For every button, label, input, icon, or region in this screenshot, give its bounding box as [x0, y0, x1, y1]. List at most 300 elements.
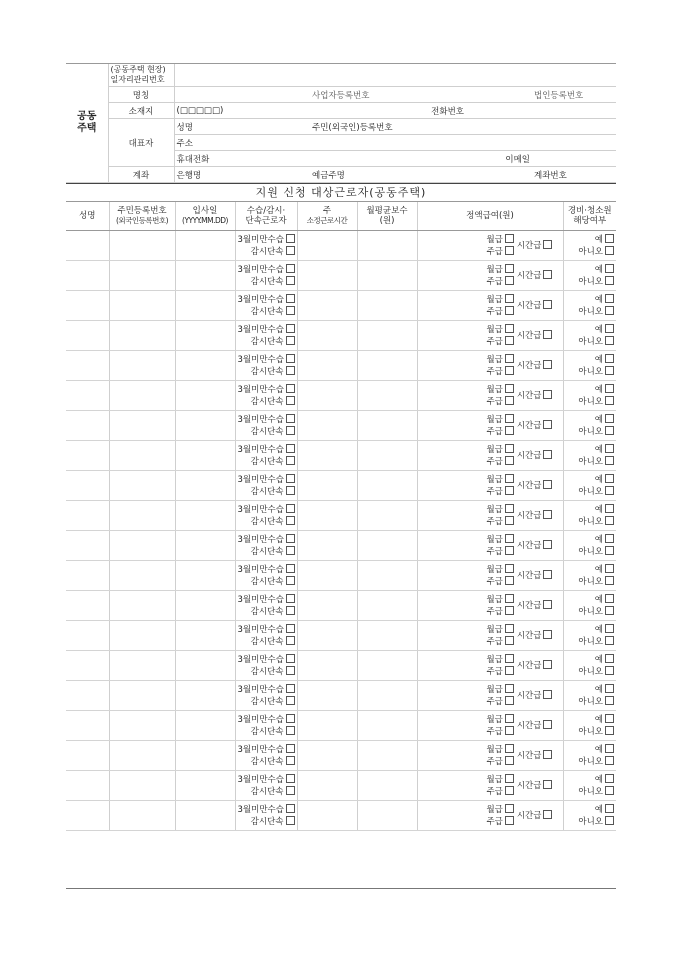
monitor-checkbox[interactable]: [286, 456, 295, 465]
monthly-checkbox[interactable]: [505, 624, 514, 633]
monthly-checkbox[interactable]: [505, 294, 514, 303]
monitor-checkbox[interactable]: [286, 276, 295, 285]
probation-checkbox[interactable]: [286, 534, 295, 543]
yes-checkbox[interactable]: [605, 534, 614, 543]
monthly-option[interactable]: 월급: [486, 505, 513, 515]
no-checkbox[interactable]: [605, 426, 614, 435]
monthly-checkbox[interactable]: [505, 684, 514, 693]
probation-option[interactable]: 3월미만수습: [238, 505, 295, 515]
no-checkbox[interactable]: [605, 726, 614, 735]
weekly-option[interactable]: 주급: [486, 697, 513, 707]
holder-field[interactable]: [426, 167, 532, 183]
yes-option[interactable]: 예: [595, 565, 614, 575]
yes-checkbox[interactable]: [605, 774, 614, 783]
weekly-option[interactable]: 주급: [486, 817, 513, 827]
yes-option[interactable]: 예: [595, 595, 614, 605]
no-checkbox[interactable]: [605, 696, 614, 705]
worker-name-cell[interactable]: [66, 471, 109, 501]
yes-option[interactable]: 예: [595, 685, 614, 695]
yes-option[interactable]: 예: [595, 775, 614, 785]
weekly-option[interactable]: 주급: [486, 367, 513, 377]
hourly-option[interactable]: 시간급: [517, 451, 553, 461]
hourly-checkbox[interactable]: [543, 540, 552, 549]
yes-option[interactable]: 예: [595, 475, 614, 485]
no-option[interactable]: 아니오: [578, 817, 614, 827]
weekly-option[interactable]: 주급: [486, 427, 513, 437]
monthly-option[interactable]: 월급: [486, 685, 513, 695]
worker-hire-cell[interactable]: [175, 261, 235, 291]
monthly-option[interactable]: 월급: [486, 295, 513, 305]
monitor-checkbox[interactable]: [286, 666, 295, 675]
hourly-checkbox[interactable]: [543, 630, 552, 639]
worker-id-cell[interactable]: [109, 561, 175, 591]
hourly-option[interactable]: 시간급: [517, 541, 553, 551]
hourly-option[interactable]: 시간급: [517, 601, 553, 611]
probation-checkbox[interactable]: [286, 414, 295, 423]
rep-address-field[interactable]: [224, 135, 616, 151]
worker-avg-pay-cell[interactable]: [357, 261, 417, 291]
monthly-option[interactable]: 월급: [486, 775, 513, 785]
worker-hire-cell[interactable]: [175, 381, 235, 411]
monitor-checkbox[interactable]: [286, 636, 295, 645]
yes-option[interactable]: 예: [595, 505, 614, 515]
probation-option[interactable]: 3월미만수습: [238, 475, 295, 485]
monthly-option[interactable]: 월급: [486, 715, 513, 725]
worker-hours-cell[interactable]: [297, 471, 357, 501]
weekly-option[interactable]: 주급: [486, 787, 513, 797]
biz-reg-field[interactable]: [426, 87, 532, 103]
worker-id-cell[interactable]: [109, 351, 175, 381]
weekly-option[interactable]: 주급: [486, 517, 513, 527]
bank-field[interactable]: [224, 167, 310, 183]
weekly-checkbox[interactable]: [505, 426, 514, 435]
worker-avg-pay-cell[interactable]: [357, 531, 417, 561]
probation-checkbox[interactable]: [286, 354, 295, 363]
monitor-option[interactable]: 감시단속: [251, 607, 295, 617]
hourly-option[interactable]: 시간급: [517, 271, 553, 281]
worker-name-cell[interactable]: [66, 621, 109, 651]
monthly-checkbox[interactable]: [505, 534, 514, 543]
monitor-checkbox[interactable]: [286, 816, 295, 825]
no-option[interactable]: 아니오: [578, 427, 614, 437]
probation-checkbox[interactable]: [286, 234, 295, 243]
probation-option[interactable]: 3월미만수습: [238, 415, 295, 425]
hourly-option[interactable]: 시간급: [517, 811, 553, 821]
worker-name-cell[interactable]: [66, 291, 109, 321]
monitor-option[interactable]: 감시단속: [251, 487, 295, 497]
hourly-checkbox[interactable]: [543, 330, 552, 339]
weekly-option[interactable]: 주급: [486, 547, 513, 557]
monitor-checkbox[interactable]: [286, 576, 295, 585]
probation-checkbox[interactable]: [286, 264, 295, 273]
weekly-checkbox[interactable]: [505, 396, 514, 405]
monitor-option[interactable]: 감시단속: [251, 517, 295, 527]
yes-checkbox[interactable]: [605, 264, 614, 273]
probation-option[interactable]: 3월미만수습: [238, 445, 295, 455]
no-option[interactable]: 아니오: [578, 667, 614, 677]
no-option[interactable]: 아니오: [578, 487, 614, 497]
weekly-checkbox[interactable]: [505, 756, 514, 765]
probation-checkbox[interactable]: [286, 774, 295, 783]
monthly-option[interactable]: 월급: [486, 655, 513, 665]
monitor-checkbox[interactable]: [286, 306, 295, 315]
worker-hire-cell[interactable]: [175, 351, 235, 381]
worker-id-cell[interactable]: [109, 771, 175, 801]
worker-avg-pay-cell[interactable]: [357, 771, 417, 801]
yes-checkbox[interactable]: [605, 384, 614, 393]
yes-option[interactable]: 예: [595, 535, 614, 545]
probation-checkbox[interactable]: [286, 324, 295, 333]
probation-option[interactable]: 3월미만수습: [238, 385, 295, 395]
monitor-checkbox[interactable]: [286, 396, 295, 405]
worker-name-cell[interactable]: [66, 321, 109, 351]
no-checkbox[interactable]: [605, 396, 614, 405]
worker-hours-cell[interactable]: [297, 711, 357, 741]
hourly-option[interactable]: 시간급: [517, 571, 553, 581]
monthly-checkbox[interactable]: [505, 804, 514, 813]
no-checkbox[interactable]: [605, 516, 614, 525]
monitor-checkbox[interactable]: [286, 366, 295, 375]
no-option[interactable]: 아니오: [578, 787, 614, 797]
worker-id-cell[interactable]: [109, 471, 175, 501]
monitor-checkbox[interactable]: [286, 786, 295, 795]
mobile-field[interactable]: [224, 151, 426, 167]
hourly-checkbox[interactable]: [543, 510, 552, 519]
worker-hire-cell[interactable]: [175, 561, 235, 591]
worker-name-cell[interactable]: [66, 381, 109, 411]
weekly-option[interactable]: 주급: [486, 337, 513, 347]
worker-id-cell[interactable]: [109, 801, 175, 831]
worker-name-cell[interactable]: [66, 411, 109, 441]
yes-checkbox[interactable]: [605, 594, 614, 603]
hourly-checkbox[interactable]: [543, 720, 552, 729]
probation-checkbox[interactable]: [286, 474, 295, 483]
worker-avg-pay-cell[interactable]: [357, 441, 417, 471]
worker-hours-cell[interactable]: [297, 531, 357, 561]
monitor-option[interactable]: 감시단속: [251, 307, 295, 317]
yes-option[interactable]: 예: [595, 415, 614, 425]
hourly-checkbox[interactable]: [543, 360, 552, 369]
yes-checkbox[interactable]: [605, 624, 614, 633]
weekly-checkbox[interactable]: [505, 546, 514, 555]
yes-checkbox[interactable]: [605, 714, 614, 723]
worker-avg-pay-cell[interactable]: [357, 351, 417, 381]
worker-avg-pay-cell[interactable]: [357, 561, 417, 591]
no-option[interactable]: 아니오: [578, 367, 614, 377]
monthly-option[interactable]: 월급: [486, 475, 513, 485]
yes-option[interactable]: 예: [595, 325, 614, 335]
yes-checkbox[interactable]: [605, 324, 614, 333]
rep-name-field[interactable]: [224, 119, 310, 135]
probation-checkbox[interactable]: [286, 564, 295, 573]
worker-id-cell[interactable]: [109, 381, 175, 411]
worker-id-cell[interactable]: [109, 411, 175, 441]
yes-checkbox[interactable]: [605, 804, 614, 813]
worker-name-cell[interactable]: [66, 561, 109, 591]
worker-avg-pay-cell[interactable]: [357, 801, 417, 831]
worker-avg-pay-cell[interactable]: [357, 231, 417, 261]
worker-name-cell[interactable]: [66, 681, 109, 711]
monitor-option[interactable]: 감시단속: [251, 697, 295, 707]
probation-checkbox[interactable]: [286, 504, 295, 513]
weekly-checkbox[interactable]: [505, 696, 514, 705]
no-checkbox[interactable]: [605, 636, 614, 645]
no-option[interactable]: 아니오: [578, 577, 614, 587]
no-checkbox[interactable]: [605, 576, 614, 585]
worker-avg-pay-cell[interactable]: [357, 681, 417, 711]
hourly-option[interactable]: 시간급: [517, 301, 553, 311]
worker-hours-cell[interactable]: [297, 681, 357, 711]
monitor-option[interactable]: 감시단속: [251, 367, 295, 377]
probation-checkbox[interactable]: [286, 384, 295, 393]
hourly-checkbox[interactable]: [543, 690, 552, 699]
monthly-option[interactable]: 월급: [486, 415, 513, 425]
no-checkbox[interactable]: [605, 666, 614, 675]
hourly-option[interactable]: 시간급: [517, 661, 553, 671]
hourly-option[interactable]: 시간급: [517, 481, 553, 491]
monthly-checkbox[interactable]: [505, 564, 514, 573]
weekly-option[interactable]: 주급: [486, 487, 513, 497]
monitor-checkbox[interactable]: [286, 606, 295, 615]
worker-avg-pay-cell[interactable]: [357, 471, 417, 501]
worker-hours-cell[interactable]: [297, 801, 357, 831]
hourly-option[interactable]: 시간급: [517, 421, 553, 431]
worker-avg-pay-cell[interactable]: [357, 711, 417, 741]
monthly-checkbox[interactable]: [505, 744, 514, 753]
no-option[interactable]: 아니오: [578, 457, 614, 467]
worker-hours-cell[interactable]: [297, 771, 357, 801]
monitor-option[interactable]: 감시단속: [251, 457, 295, 467]
worker-hours-cell[interactable]: [297, 741, 357, 771]
monthly-option[interactable]: 월급: [486, 235, 513, 245]
mgmt-no-field[interactable]: [174, 64, 616, 87]
probation-option[interactable]: 3월미만수습: [238, 325, 295, 335]
probation-option[interactable]: 3월미만수습: [238, 775, 295, 785]
probation-option[interactable]: 3월미만수습: [238, 535, 295, 545]
no-checkbox[interactable]: [605, 456, 614, 465]
weekly-option[interactable]: 주급: [486, 757, 513, 767]
no-option[interactable]: 아니오: [578, 727, 614, 737]
worker-hire-cell[interactable]: [175, 591, 235, 621]
monitor-checkbox[interactable]: [286, 336, 295, 345]
worker-hire-cell[interactable]: [175, 291, 235, 321]
worker-id-cell[interactable]: [109, 261, 175, 291]
monthly-checkbox[interactable]: [505, 594, 514, 603]
worker-hours-cell[interactable]: [297, 441, 357, 471]
weekly-checkbox[interactable]: [505, 336, 514, 345]
monthly-option[interactable]: 월급: [486, 565, 513, 575]
worker-id-cell[interactable]: [109, 591, 175, 621]
monthly-option[interactable]: 월급: [486, 325, 513, 335]
no-checkbox[interactable]: [605, 246, 614, 255]
monitor-checkbox[interactable]: [286, 426, 295, 435]
monitor-option[interactable]: 감시단속: [251, 727, 295, 737]
hourly-option[interactable]: 시간급: [517, 241, 553, 251]
yes-checkbox[interactable]: [605, 234, 614, 243]
probation-checkbox[interactable]: [286, 594, 295, 603]
yes-checkbox[interactable]: [605, 744, 614, 753]
worker-name-cell[interactable]: [66, 261, 109, 291]
weekly-checkbox[interactable]: [505, 246, 514, 255]
probation-option[interactable]: 3월미만수습: [238, 565, 295, 575]
probation-option[interactable]: 3월미만수습: [238, 655, 295, 665]
no-option[interactable]: 아니오: [578, 517, 614, 527]
monthly-checkbox[interactable]: [505, 384, 514, 393]
phone-field[interactable]: [466, 103, 616, 119]
weekly-option[interactable]: 주급: [486, 727, 513, 737]
monitor-checkbox[interactable]: [286, 756, 295, 765]
worker-id-cell[interactable]: [109, 291, 175, 321]
yes-checkbox[interactable]: [605, 654, 614, 663]
no-option[interactable]: 아니오: [578, 397, 614, 407]
monthly-checkbox[interactable]: [505, 444, 514, 453]
monitor-option[interactable]: 감시단속: [251, 397, 295, 407]
worker-hours-cell[interactable]: [297, 381, 357, 411]
monitor-checkbox[interactable]: [286, 486, 295, 495]
worker-avg-pay-cell[interactable]: [357, 321, 417, 351]
no-checkbox[interactable]: [605, 606, 614, 615]
probation-checkbox[interactable]: [286, 744, 295, 753]
worker-hire-cell[interactable]: [175, 231, 235, 261]
hourly-option[interactable]: 시간급: [517, 331, 553, 341]
yes-checkbox[interactable]: [605, 684, 614, 693]
hourly-option[interactable]: 시간급: [517, 631, 553, 641]
probation-checkbox[interactable]: [286, 444, 295, 453]
monthly-option[interactable]: 월급: [486, 355, 513, 365]
hourly-checkbox[interactable]: [543, 810, 552, 819]
worker-name-cell[interactable]: [66, 651, 109, 681]
yes-checkbox[interactable]: [605, 564, 614, 573]
weekly-option[interactable]: 주급: [486, 577, 513, 587]
monthly-checkbox[interactable]: [505, 474, 514, 483]
worker-name-cell[interactable]: [66, 711, 109, 741]
monitor-option[interactable]: 감시단속: [251, 637, 295, 647]
weekly-checkbox[interactable]: [505, 306, 514, 315]
monthly-option[interactable]: 월급: [486, 385, 513, 395]
monthly-option[interactable]: 월급: [486, 595, 513, 605]
yes-option[interactable]: 예: [595, 385, 614, 395]
monitor-checkbox[interactable]: [286, 696, 295, 705]
no-option[interactable]: 아니오: [578, 757, 614, 767]
worker-name-cell[interactable]: [66, 531, 109, 561]
yes-checkbox[interactable]: [605, 444, 614, 453]
monthly-checkbox[interactable]: [505, 654, 514, 663]
worker-avg-pay-cell[interactable]: [357, 591, 417, 621]
monitor-option[interactable]: 감시단속: [251, 427, 295, 437]
probation-option[interactable]: 3월미만수습: [238, 295, 295, 305]
no-checkbox[interactable]: [605, 816, 614, 825]
probation-option[interactable]: 3월미만수습: [238, 685, 295, 695]
worker-hire-cell[interactable]: [175, 741, 235, 771]
monitor-checkbox[interactable]: [286, 246, 295, 255]
no-option[interactable]: 아니오: [578, 607, 614, 617]
yes-option[interactable]: 예: [595, 235, 614, 245]
weekly-option[interactable]: 주급: [486, 277, 513, 287]
monthly-checkbox[interactable]: [505, 324, 514, 333]
probation-option[interactable]: 3월미만수습: [238, 625, 295, 635]
worker-hire-cell[interactable]: [175, 411, 235, 441]
monthly-checkbox[interactable]: [505, 504, 514, 513]
worker-hire-cell[interactable]: [175, 501, 235, 531]
worker-id-cell[interactable]: [109, 531, 175, 561]
probation-option[interactable]: 3월미만수습: [238, 745, 295, 755]
worker-avg-pay-cell[interactable]: [357, 651, 417, 681]
monthly-option[interactable]: 월급: [486, 745, 513, 755]
worker-id-cell[interactable]: [109, 741, 175, 771]
worker-hours-cell[interactable]: [297, 411, 357, 441]
weekly-checkbox[interactable]: [505, 456, 514, 465]
no-option[interactable]: 아니오: [578, 637, 614, 647]
no-checkbox[interactable]: [605, 306, 614, 315]
no-option[interactable]: 아니오: [578, 697, 614, 707]
monitor-checkbox[interactable]: [286, 726, 295, 735]
worker-hours-cell[interactable]: [297, 261, 357, 291]
worker-hire-cell[interactable]: [175, 711, 235, 741]
monitor-checkbox[interactable]: [286, 546, 295, 555]
weekly-checkbox[interactable]: [505, 786, 514, 795]
yes-option[interactable]: 예: [595, 715, 614, 725]
monthly-checkbox[interactable]: [505, 414, 514, 423]
monthly-option[interactable]: 월급: [486, 265, 513, 275]
worker-name-cell[interactable]: [66, 591, 109, 621]
worker-id-cell[interactable]: [109, 681, 175, 711]
monitor-option[interactable]: 감시단속: [251, 787, 295, 797]
worker-hire-cell[interactable]: [175, 441, 235, 471]
worker-hire-cell[interactable]: [175, 651, 235, 681]
worker-hire-cell[interactable]: [175, 771, 235, 801]
probation-option[interactable]: 3월미만수습: [238, 355, 295, 365]
yes-option[interactable]: 예: [595, 625, 614, 635]
yes-option[interactable]: 예: [595, 445, 614, 455]
worker-hire-cell[interactable]: [175, 531, 235, 561]
worker-hours-cell[interactable]: [297, 291, 357, 321]
no-checkbox[interactable]: [605, 366, 614, 375]
monitor-option[interactable]: 감시단속: [251, 547, 295, 557]
probation-option[interactable]: 3월미만수습: [238, 715, 295, 725]
hourly-option[interactable]: 시간급: [517, 721, 553, 731]
monthly-checkbox[interactable]: [505, 264, 514, 273]
hourly-option[interactable]: 시간급: [517, 361, 553, 371]
weekly-option[interactable]: 주급: [486, 397, 513, 407]
yes-option[interactable]: 예: [595, 745, 614, 755]
hourly-checkbox[interactable]: [543, 450, 552, 459]
no-checkbox[interactable]: [605, 756, 614, 765]
rep-id-field[interactable]: [466, 119, 616, 135]
weekly-checkbox[interactable]: [505, 486, 514, 495]
yes-option[interactable]: 예: [595, 355, 614, 365]
monthly-checkbox[interactable]: [505, 774, 514, 783]
worker-name-cell[interactable]: [66, 231, 109, 261]
weekly-checkbox[interactable]: [505, 726, 514, 735]
worker-hire-cell[interactable]: [175, 801, 235, 831]
worker-hours-cell[interactable]: [297, 351, 357, 381]
monthly-option[interactable]: 월급: [486, 535, 513, 545]
weekly-option[interactable]: 주급: [486, 457, 513, 467]
weekly-option[interactable]: 주급: [486, 307, 513, 317]
no-option[interactable]: 아니오: [578, 277, 614, 287]
worker-name-cell[interactable]: [66, 771, 109, 801]
worker-avg-pay-cell[interactable]: [357, 621, 417, 651]
worker-id-cell[interactable]: [109, 651, 175, 681]
no-checkbox[interactable]: [605, 276, 614, 285]
worker-name-cell[interactable]: [66, 741, 109, 771]
worker-id-cell[interactable]: [109, 621, 175, 651]
no-option[interactable]: 아니오: [578, 337, 614, 347]
yes-option[interactable]: 예: [595, 265, 614, 275]
monthly-option[interactable]: 월급: [486, 445, 513, 455]
monitor-option[interactable]: 감시단속: [251, 277, 295, 287]
worker-avg-pay-cell[interactable]: [357, 381, 417, 411]
